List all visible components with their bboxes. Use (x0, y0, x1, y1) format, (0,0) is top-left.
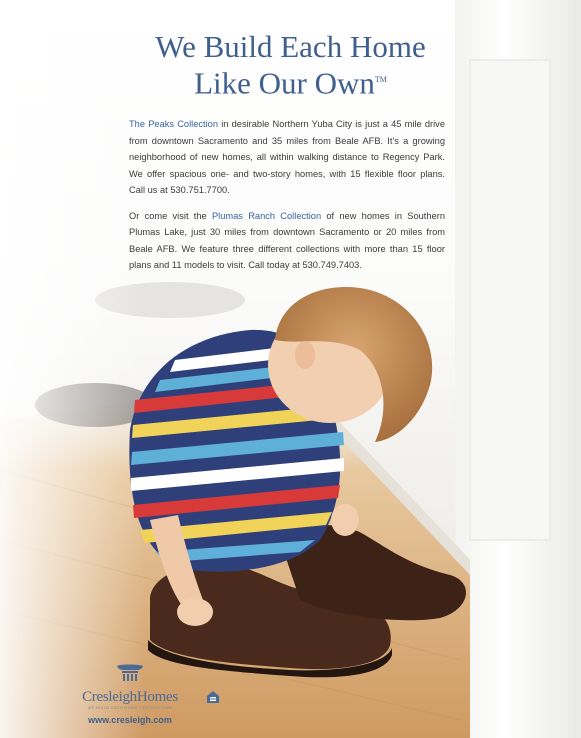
paragraph-peaks-text: in desirable Northern Yuba City is just a 45 mile drive from downtown Sacramento and 35 miles from Beale AFB. It's a growing neighborhood of new homes, all within walking distance to Regency Park. We offer spacious one- and two-story homes, with 15 flexible floor plans. Call us at 530.751.7700. (129, 119, 445, 195)
body-copy (129, 116, 445, 283)
headline-line-2 (0, 63, 581, 99)
trademark-mark: TM (374, 75, 387, 84)
paragraph-peaks (129, 116, 445, 199)
headline-line-2-text: Like Our Own (194, 65, 375, 101)
headline-line-1: We Build Each Home (155, 29, 426, 64)
website-link[interactable]: www.cresleigh.com (88, 715, 172, 725)
cresleigh-homes-logo[interactable] (75, 664, 185, 725)
headline (0, 30, 581, 99)
equal-housing-icon (206, 690, 220, 704)
column-capital-icon (115, 664, 145, 682)
paragraph-plumas (129, 208, 445, 274)
toddler-hand (177, 598, 213, 626)
paragraph-plumas-text: of new homes in Southern Plumas Lake, just 30 miles from downtown Sacramento or 20 miles from Beale AFB. We feature three different collections with more than 15 floor plans and 11 models to visit. Call today at 530.749.7403. (129, 210, 445, 270)
logo-tagline: WE BUILD EACH HOME LIKE OUR OWN (87, 705, 173, 710)
peaks-collection-link[interactable]: The Peaks Collection (129, 119, 219, 129)
paragraph-plumas-intro: Or come visit the (129, 210, 212, 221)
logo-name: CresleighHomes (82, 689, 178, 705)
plumas-ranch-collection-link[interactable]: Plumas Ranch Collection (211, 210, 322, 221)
